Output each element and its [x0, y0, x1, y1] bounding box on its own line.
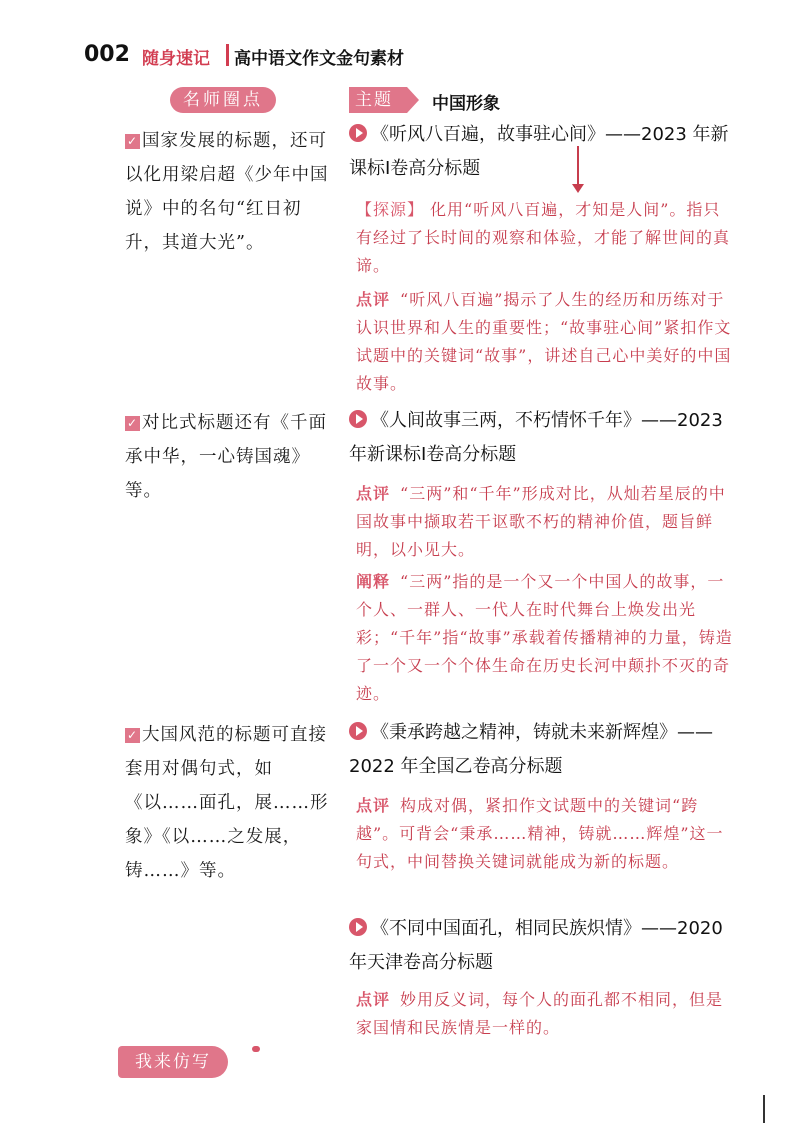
explain-paragraph: [356, 568, 734, 708]
header-divider: [226, 44, 229, 66]
comment-text: “三两”和“千年”形成对比，从灿若星辰的中国故事中撷取若干讴歌不朽的精神价值，题旨鲜明，以小见大。: [356, 484, 726, 559]
pointer-line: [577, 146, 579, 188]
explain-label: 阐释: [356, 572, 391, 591]
note-text: 对比式标题还有《千面承中华，一心铸国魂》等。: [125, 413, 327, 501]
page-number: 002: [84, 42, 130, 67]
series-name: 随身速记: [142, 49, 210, 69]
write-yourself-label: 我来仿写: [118, 1046, 228, 1078]
note-text: 大国风范的标题可直接套用对偶句式，如《以……面孔，展……形象》《以……之发展，铸……》等。: [125, 725, 329, 881]
note-contrast-titles: [125, 406, 330, 508]
book-title: 高中语文作文金句素材: [234, 49, 404, 69]
entry-title: 《秉承跨越之精神，铸就未来新辉煌》——2022 年全国乙卷高分标题: [349, 722, 713, 777]
play-bullet-icon: [349, 918, 367, 936]
comment-text: 构成对偶，紧扣作文试题中的关键词“跨越”。可背会“秉承……精神，铸就……辉煌”这一句式，中间替换关键词就能成为新的标题。: [356, 796, 724, 871]
comment-text: 妙用反义词，每个人的面孔都不相同，但是家国情和民族情是一样的。: [356, 990, 724, 1037]
theme-tag-arrow-icon: [407, 87, 419, 113]
comment-label: 点评: [356, 796, 391, 815]
ink-dot-mark: [252, 1046, 260, 1052]
play-bullet-icon: [349, 410, 367, 428]
theme-tag: 主题: [349, 87, 407, 113]
comment-text: “听风八百遍”揭示了人生的经历和历练对于认识世界和人生的重要性；“故事驻心间”紧扣作文试题中的关键词“故事”，讲述自己心中美好的中国故事。: [356, 290, 732, 393]
comment-label: 点评: [356, 484, 391, 503]
source-paragraph: [356, 196, 734, 280]
teacher-notes-label: 名师圈点: [170, 87, 276, 113]
play-bullet-icon: [349, 124, 367, 142]
check-icon: ✓: [126, 416, 139, 430]
entry-title: 《不同中国面孔，相同民族炽情》——2020 年天津卷高分标题: [349, 918, 723, 973]
play-bullet-icon: [349, 722, 367, 740]
comment-label: 点评: [356, 290, 391, 309]
pointer-arrow-icon: [572, 184, 584, 193]
note-national-development: [125, 124, 330, 260]
comment-paragraph: [356, 986, 734, 1042]
note-parallel-titles: [125, 718, 330, 888]
explain-text: “三两”指的是一个又一个中国人的故事，一个人、一群人、一代人在时代舞台上焕发出光彩；“千年”指“故事”承载着传播精神的力量，铸造了一个又一个个体生命在历史长河中颠扑不灭的奇迹。: [356, 572, 733, 703]
source-text: 化用“听风八百遍，才知是人间”。指只有经过了长时间的观察和体验，才能了解世间的真谛。: [356, 200, 731, 275]
comment-label: 点评: [356, 990, 391, 1009]
comment-paragraph: [356, 792, 734, 876]
comment-paragraph: [356, 286, 734, 398]
entry-title: 《听风八百遍，故事驻心间》——2023 年新课标Ⅰ卷高分标题: [349, 124, 729, 179]
check-icon: ✓: [126, 728, 139, 742]
comment-paragraph: [356, 480, 734, 564]
theme-value: 中国形象: [432, 94, 500, 114]
note-text: 国家发展的标题，还可以化用梁启超《少年中国说》中的名句“红日初升，其道大光”。: [125, 131, 329, 253]
check-icon: ✓: [126, 134, 139, 148]
source-label: 【探源】: [356, 200, 425, 219]
entry-title: 《人间故事三两，不朽情怀千年》——2023 年新课标Ⅰ卷高分标题: [349, 410, 723, 465]
page-edge-mark: [763, 1095, 765, 1123]
